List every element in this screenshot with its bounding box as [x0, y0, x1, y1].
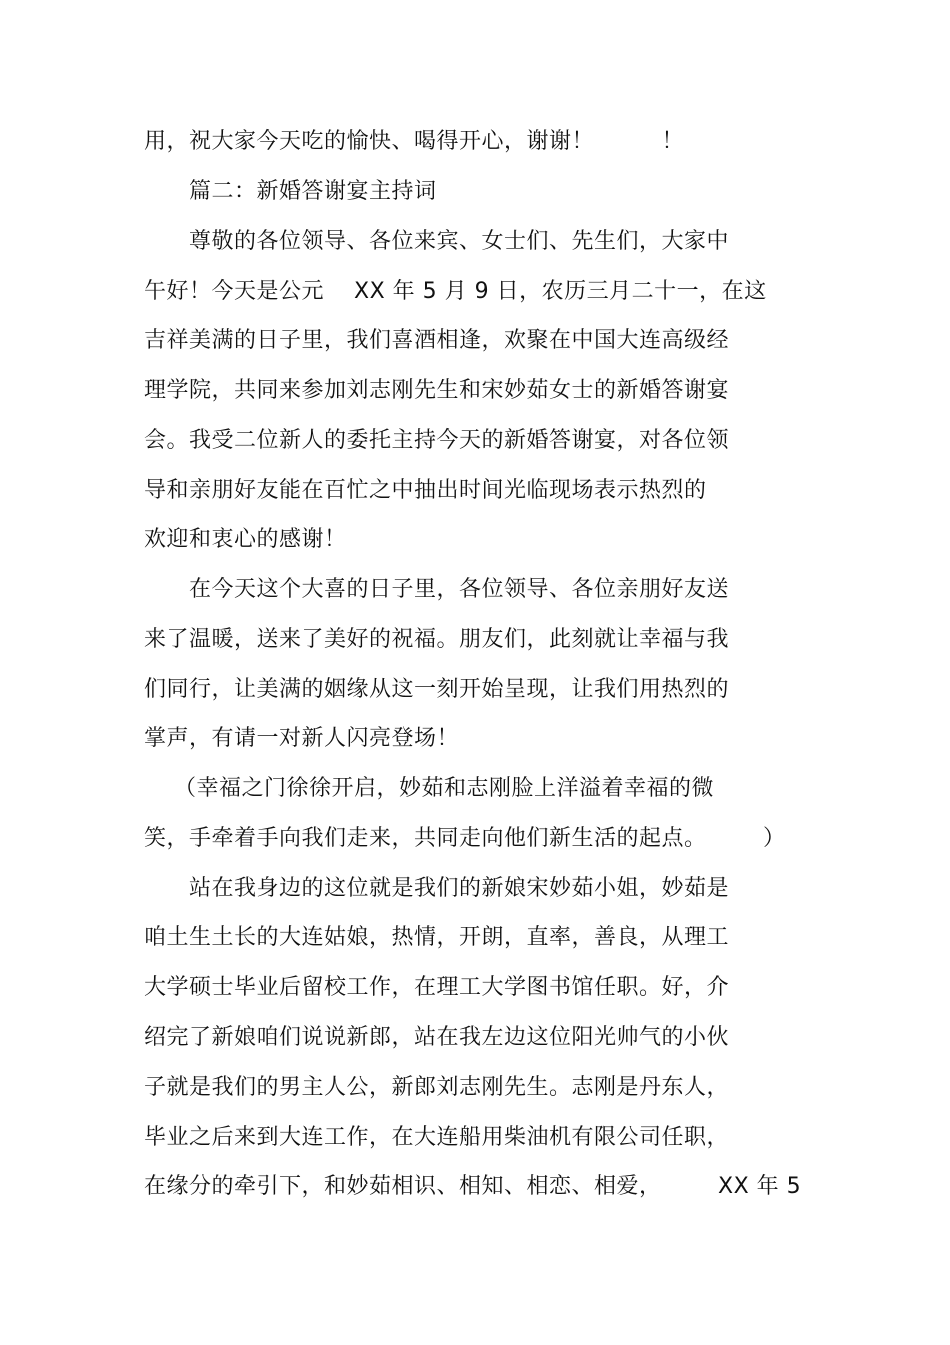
text-line: 在缘分的牵引下，和妙茹相识、相知、相恋、相爱， XX 年 5	[144, 1174, 802, 1199]
text-line: 午好！今天是公元 XX 年 5 月 9 日，农历三月二十一，在这	[144, 279, 767, 304]
text-line: （幸福之门徐徐开启，妙茹和志刚脸上洋溢着幸福的微	[144, 776, 714, 801]
text-line: 导和亲朋好友能在百忙之中抽出时间光临现场表示热烈的	[144, 478, 707, 503]
section-heading: 篇二：新婚答谢宴主持词	[144, 179, 437, 204]
text-line: 咱土生土长的大连姑娘，热情，开朗，直率，善良，从理工	[144, 925, 730, 950]
text-line: 子就是我们的男主人公，新郎刘志刚先生。志刚是丹东人，	[144, 1075, 730, 1100]
text-line: 会。我受二位新人的委托主持今天的新婚答谢宴，对各位领	[144, 428, 730, 453]
text-line: 吉祥美满的日子里，我们喜酒相逢，欢聚在中国大连高级经	[144, 328, 730, 353]
text-line: 掌声，有请一对新人闪亮登场！	[144, 726, 460, 751]
text-line: 欢迎和衷心的感谢！	[144, 527, 347, 552]
text-line: 来了温暖，送来了美好的祝福。朋友们，此刻就让幸福与我	[144, 627, 730, 652]
text-line: 站在我身边的这位就是我们的新娘宋妙茹小姐，妙茹是	[144, 876, 730, 901]
text-line: 绍完了新娘咱们说说新郎，站在我左边这位阳光帅气的小伙	[144, 1025, 730, 1050]
text-line: 笑，手牵着手向我们走来，共同走向他们新生活的起点。 ）	[144, 826, 786, 851]
text-line: 理学院，共同来参加刘志刚先生和宋妙茹女士的新婚答谢宴	[144, 378, 730, 403]
text-line: 在今天这个大喜的日子里，各位领导、各位亲朋好友送	[144, 577, 730, 602]
text-line: 毕业之后来到大连工作，在大连船用柴油机有限公司任职，	[144, 1125, 730, 1150]
text-line: 用，祝大家今天吃的愉快、喝得开心，谢谢！ ！	[144, 129, 685, 154]
text-line: 大学硕士毕业后留校工作，在理工大学图书馆任职。好，介	[144, 975, 730, 1000]
text-line: 尊敬的各位领导、各位来宾、女士们、先生们，大家中	[144, 229, 730, 254]
text-line: 们同行，让美满的姻缘从这一刻开始呈现，让我们用热烈的	[144, 677, 730, 702]
